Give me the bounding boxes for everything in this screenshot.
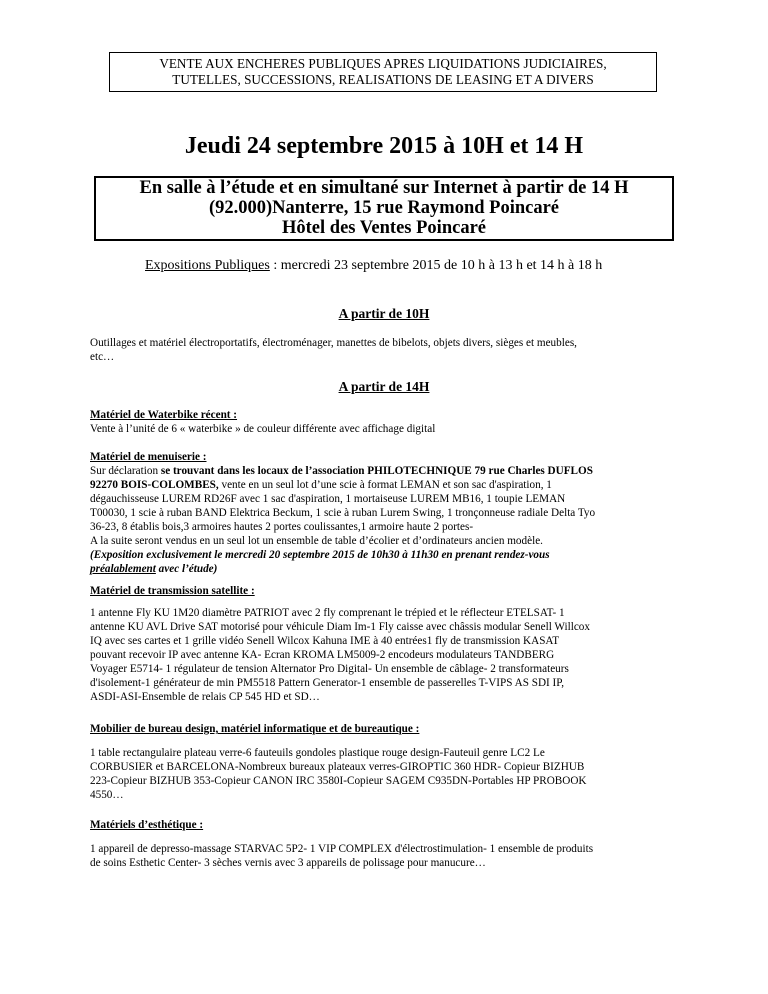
text-line: antenne KU AVL Drive SAT motorisé pour véhicule Diam Im-1 Fly caisse avec châssis modular Senell Willcox	[90, 621, 590, 633]
text-span: vente en un seul lot d’une scie à format LEMAN et son sac d'aspiration, 1	[218, 479, 552, 491]
mobilier-block	[90, 722, 690, 802]
text-line: de soins Esthetic Center- 3 sèches vernis avec 3 appareils de polissage pour manucure…	[90, 857, 486, 869]
waterbike-block	[90, 408, 690, 436]
text-line: Vente à l’unité de 6 « waterbike » de couleur différente avec affichage digital	[90, 423, 436, 435]
auction-date-title: Jeudi 24 septembre 2015 à 10H et 14 H	[184, 133, 584, 159]
text-line	[90, 478, 690, 492]
satellite-heading: Matériel de transmission satellite :	[90, 585, 255, 597]
text-line: Outillages et matériel électroportatifs, électroménager, manettes de bibelots, objets divers, sièges et meubles,	[90, 337, 577, 349]
section-10h-text	[90, 336, 690, 364]
text-line: 4550…	[90, 789, 124, 801]
menuiserie-heading: Matériel de menuiserie :	[90, 451, 207, 463]
banner-line-1: VENTE AUX ENCHERES PUBLIQUES APRES LIQUIDATIONS JUDICIAIRES,	[159, 56, 607, 71]
text-line: ASDI-ASI-Ensemble de relais CP 545 HD et SD…	[90, 691, 320, 703]
section-heading-14h: A partir de 14H	[338, 379, 430, 394]
venue-line-1: En salle à l’étude et en simultané sur Internet à partir de 14 H	[139, 178, 629, 198]
venue-box	[94, 176, 674, 241]
text-line: pouvant recevoir IP avec antenne KA- Ecran KROMA LM5009-2 encodeurs modulateurs TANDBERG	[90, 649, 555, 661]
association-address: se trouvant dans les locaux de l’association PHILOTECHNIQUE 79 rue Charles DUFLOS	[160, 465, 593, 477]
exposition-label: Expositions Publiques	[145, 258, 270, 273]
text-line: Voyager E5714- 1 régulateur de tension Alternator Pro Digital- Un ensemble de câblage- 2 transformateurs	[90, 663, 569, 675]
text-line: T00030, 1 scie à ruban BAND Elektrica Beckum, 1 scie à ruban Lurem Swing, 1 tronçonneuse radiale Delta Tyo	[90, 507, 596, 519]
satellite-block	[90, 584, 690, 704]
city-name: 92270 BOIS-COLOMBES,	[90, 479, 219, 491]
waterbike-heading: Matériel de Waterbike récent :	[90, 409, 238, 421]
text-line: 1 antenne Fly KU 1M20 diamètre PATRIOT avec 2 fly comprenant le trépied et le réflecteur ETELSAT- 1	[90, 607, 565, 619]
text-line: etc…	[90, 351, 115, 363]
emphasis-word: préalablement	[90, 563, 156, 575]
text-line	[90, 562, 690, 576]
text-line: dégauchisseuse LUREM RD26F avec 1 sac d'aspiration, 1 mortaiseuse LUREM MB16, 1 toupie LEMAN	[90, 493, 566, 505]
text-line: CORBUSIER et BARCELONA-Nombreux bureaux plateaux verres-GIROPTIC 360 HDR- Copieur BIZHUB	[90, 761, 585, 773]
text-line: d'isolement-1 générateur de min PM5518 Pattern Generator-1 ensemble de passerelles T-VIPS AS SDI IP,	[90, 677, 565, 689]
text-line: 1 appareil de depresso-massage STARVAC 5P2- 1 VIP COMPLEX d'électrostimulation- 1 ensemble de produits	[90, 843, 594, 855]
esthetique-block	[90, 818, 690, 870]
mobilier-heading: Mobilier de bureau design, matériel informatique et de bureautique :	[90, 723, 420, 735]
text-line: IQ avec ses cartes et 1 grille vidéo Senell Wilcox Kahuna IME à 40 entrées1 fly de transmission KASAT	[90, 635, 560, 647]
text-line: 223-Copieur BIZHUB 353-Copieur CANON IRC 3580I-Copieur SAGEM C935DN-Portables HP PROBOOK	[90, 775, 587, 787]
header-banner	[109, 52, 657, 92]
text-line	[90, 464, 690, 478]
text-line: 36-23, 8 établis bois,3 armoires hautes 2 portes coulissantes,1 armoire haute 2 portes-	[90, 521, 474, 533]
section-heading-10h: A partir de 10H	[338, 306, 430, 321]
banner-line-2: TUTELLES, SUCCESSIONS, REALISATIONS DE LEASING ET A DIVERS	[172, 72, 594, 87]
text-span: avec l’étude)	[155, 563, 218, 575]
esthetique-heading: Matériels d’esthétique :	[90, 819, 204, 831]
venue-line-3: Hôtel des Ventes Poincaré	[282, 218, 486, 238]
venue-line-2: (92.000)Nanterre, 15 rue Raymond Poincaré	[208, 198, 560, 218]
text-line: 1 table rectangulaire plateau verre-6 fauteuils gondoles plastique rouge design-Fauteuil genre LC2 Le	[90, 747, 545, 759]
text-span: Sur déclaration	[90, 465, 161, 477]
text-line: A la suite seront vendus en un seul lot un ensemble de table d’écolier et d’ordinateurs ancien modèle.	[90, 535, 543, 547]
exposition-text: : mercredi 23 septembre 2015 de 10 h à 13 h et 14 h à 18 h	[269, 258, 603, 273]
menuiserie-block	[90, 450, 690, 576]
exposition-line	[145, 258, 602, 274]
exposition-note: (Exposition exclusivement le mercredi 20 septembre 2015 de 10h30 à 11h30 en prenant rendez-vous	[90, 549, 550, 561]
